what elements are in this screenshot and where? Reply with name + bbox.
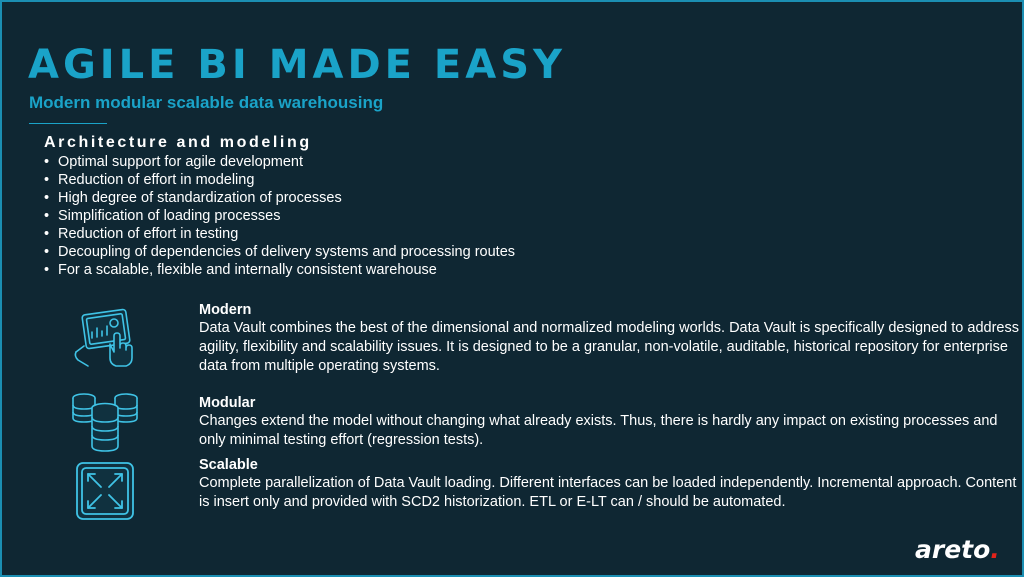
bullet-item: • Decoupling of dependencies of delivery systems and processing routes — [42, 243, 515, 261]
feature-modular — [199, 394, 1021, 450]
touch-screen-analytics-icon — [70, 306, 140, 372]
section-heading: Architecture and modeling — [44, 134, 312, 151]
architecture-bullet-list — [42, 153, 515, 279]
feature-title: Modular — [199, 395, 256, 411]
brand-dot: . — [990, 535, 1000, 564]
page-subtitle: Modern modular scalable data warehousing — [29, 93, 384, 112]
expand-arrows-icon — [74, 460, 136, 522]
feature-description: Changes extend the model without changing what already exists. Thus, there is hardly any impact on existing processes and only minimal testing effort (regression tests). — [199, 413, 998, 448]
feature-title: Scalable — [199, 457, 258, 473]
brand-name: areto — [915, 535, 991, 564]
bullet-item: • Simplification of loading processes — [42, 207, 515, 225]
brand-logo — [915, 535, 1000, 565]
feature-description: Data Vault combines the best of the dimensional and normalized modeling worlds. Data Vault is specifically designed to address agility, flexibility and scalability issues. It is designed to be a granular, non-volatile, auditable, historical repository for enterprise data from multiple operating systems. — [199, 320, 1019, 374]
bullet-item: • For a scalable, flexible and internally consistent warehouse — [42, 261, 515, 279]
page-title: AGILE BI MADE EASY — [28, 42, 566, 88]
database-stack-icon — [70, 390, 140, 456]
bullet-item: • Reduction of effort in testing — [42, 225, 515, 243]
feature-modern — [199, 301, 1021, 376]
bullet-item: • High degree of standardization of processes — [42, 189, 515, 207]
feature-title: Modern — [199, 302, 252, 318]
bullet-item: • Reduction of effort in modeling — [42, 171, 515, 189]
feature-scalable — [199, 456, 1021, 512]
title-divider — [29, 123, 107, 124]
feature-description: Complete parallelization of Data Vault loading. Different interfaces can be loaded independently. Incremental approach. Content is insert only and provided with SCD2 historization. ETL or E-LT can / should be automated. — [199, 475, 1017, 510]
bullet-item: • Optimal support for agile development — [42, 153, 515, 171]
